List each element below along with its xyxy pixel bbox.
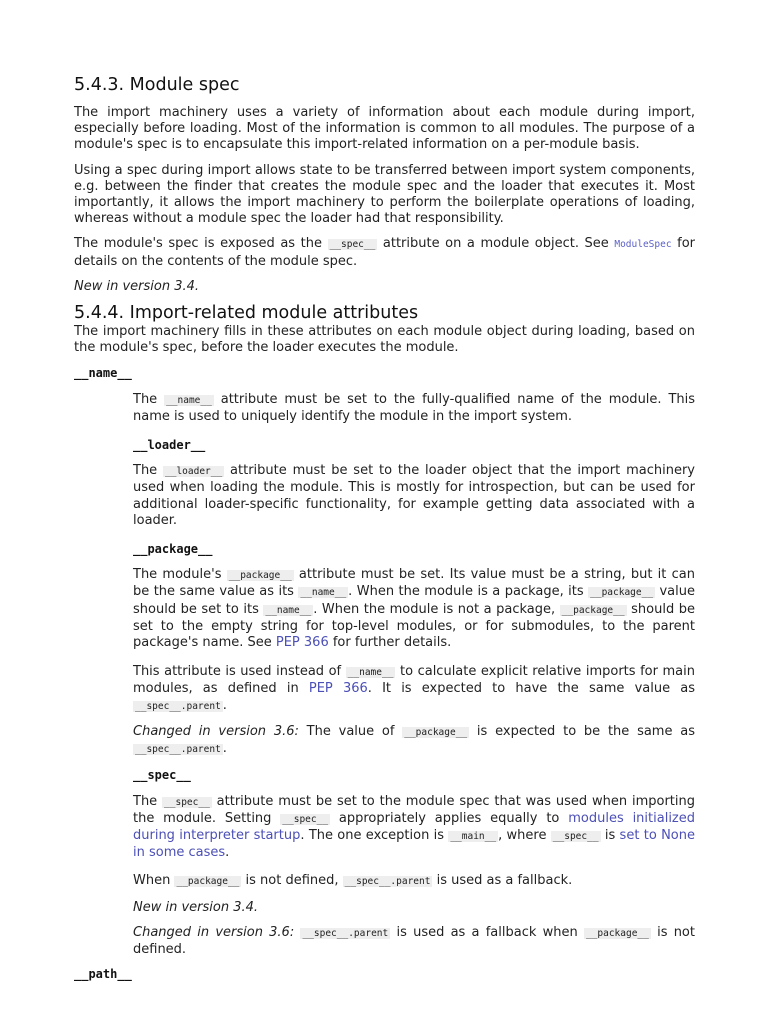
section-heading-module-attributes: 5.4.4. Import-related module attributes <box>74 303 419 324</box>
version-changed-note <box>133 925 695 958</box>
attribute-heading-package: __package__ <box>133 542 213 557</box>
text: for further details. <box>328 635 452 651</box>
paragraph <box>133 794 695 862</box>
paragraph <box>133 664 695 715</box>
section-heading-module-spec: 5.4.3. Module spec <box>74 75 240 95</box>
attribute-heading-spec: __spec__ <box>133 768 191 783</box>
paragraph: The import machinery fills in these attributes on each module object during loading, based on the module's spec, before the loader executes the module. <box>74 324 695 356</box>
text: attribute must be set to the loader object that the import machinery used when loading the module. This is mostly for introspection, but can be used for additional loader-specific functionality, for example getting data associated with a loader. <box>133 463 695 528</box>
paragraph <box>133 392 695 425</box>
inline-code: __name__ <box>347 667 394 679</box>
text: value should be set to its <box>133 584 696 617</box>
modulespec-link[interactable]: ModuleSpec <box>614 239 672 251</box>
text: The module's spec is exposed as the <box>74 236 328 252</box>
inline-code: __package__ <box>561 604 625 616</box>
text: should be set to the empty string for top-level modules, or for submodules, to the parent package's name. See <box>133 601 695 651</box>
inline-code: __spec__ <box>164 796 210 808</box>
text: The <box>133 463 164 479</box>
set-to-none-link[interactable]: set to None in some cases <box>133 827 695 861</box>
inline-code: __package__ <box>585 927 649 939</box>
inline-code: __spec__ <box>282 813 329 825</box>
text: , where <box>498 827 551 843</box>
paragraph <box>74 236 695 269</box>
text: The module's <box>133 567 227 583</box>
inline-code: __package__ <box>404 726 468 738</box>
inline-code: __spec__ <box>329 239 376 251</box>
inline-code: __package__ <box>228 570 292 582</box>
inline-code: __spec__ <box>552 830 599 842</box>
text: attribute must be set to the fully-qualified name of the module. This name is used to uniquely identify the module in the import system. <box>133 391 696 424</box>
attribute-heading-name: __name__ <box>74 366 132 381</box>
attribute-heading-path: __path__ <box>74 967 132 982</box>
text: The <box>133 793 163 809</box>
text: appropriately applies equally to <box>330 810 569 826</box>
text: . <box>222 741 227 757</box>
interpreter-startup-link[interactable]: modules initialized during interpreter startup <box>133 810 696 843</box>
version-note <box>74 279 695 295</box>
version-changed-label: Changed in version 3.6: <box>133 924 295 940</box>
text: is not defined, <box>241 873 343 889</box>
text: . The one exception is <box>300 827 449 843</box>
inline-code: __name__ <box>265 604 312 616</box>
text: is not defined. <box>133 924 695 957</box>
text: is used as a fallback when <box>390 924 584 940</box>
text: The <box>133 391 165 407</box>
text: attribute must be set. Its value must be a string, but it can be the same value as its <box>133 567 695 600</box>
inline-code: __spec__.parent <box>302 927 389 939</box>
inline-code: __name__ <box>300 587 347 599</box>
text: attribute on a module object. See <box>377 236 615 252</box>
paragraph: The import machinery uses a variety of information about each module during import, especially before loading. Most of the information is common to all modules. The purpose of a module's spec is to encapsulate this import-related information on a per-module basis. <box>74 105 695 153</box>
text: . <box>225 845 230 861</box>
text: The value of <box>298 723 403 739</box>
version-changed-label: Changed in version 3.6: <box>133 723 299 739</box>
inline-code: __spec__.parent <box>344 876 431 888</box>
paragraph <box>133 567 695 651</box>
paragraph <box>133 463 695 529</box>
text: When <box>133 873 175 889</box>
pep-366-link[interactable]: PEP 366 <box>275 635 329 651</box>
text: to calculate explicit relative imports for main modules, as defined in <box>133 664 695 697</box>
inline-code: __spec__.parent <box>135 700 221 712</box>
text: . <box>222 697 227 713</box>
text: This attribute is used instead of <box>133 664 346 680</box>
text: . When the module is a package, its <box>348 584 589 600</box>
inline-code: __main__ <box>450 830 497 842</box>
inline-code: __package__ <box>176 876 240 888</box>
attribute-body-name <box>133 392 695 958</box>
version-changed-note <box>133 724 695 758</box>
text: . It is expected to have the same value as <box>367 681 695 697</box>
version-note-text: New in version 3.4. <box>74 278 200 294</box>
inline-code: __loader__ <box>165 466 223 478</box>
paragraph: Using a spec during import allows state to be transferred between import system components, e.g. between the finder that creates the module spec and the loader that executes it. Most importantly, it allows the import machinery to perform the boilerplate operations of loading, whereas without a module spec the loader had that responsibility. <box>74 162 695 227</box>
text: is used as a fallback. <box>432 873 573 889</box>
inline-code: __package__ <box>590 587 654 599</box>
version-note-text: New in version 3.4. <box>133 899 259 915</box>
text: is <box>600 827 620 843</box>
attribute-heading-loader: __loader__ <box>133 438 206 453</box>
version-note <box>133 900 695 916</box>
text: . When the module is not a package, <box>313 601 560 617</box>
pep-366-link[interactable]: PEP 366 <box>308 681 368 697</box>
text: for details on the contents of the module spec. <box>74 236 695 269</box>
text: is expected to be the same as <box>469 723 695 739</box>
text: attribute must be set to the module spec that was used when importing the module. Setting <box>133 793 696 826</box>
inline-code: __name__ <box>166 394 212 406</box>
paragraph <box>133 873 695 890</box>
inline-code: __spec__.parent <box>135 744 221 756</box>
